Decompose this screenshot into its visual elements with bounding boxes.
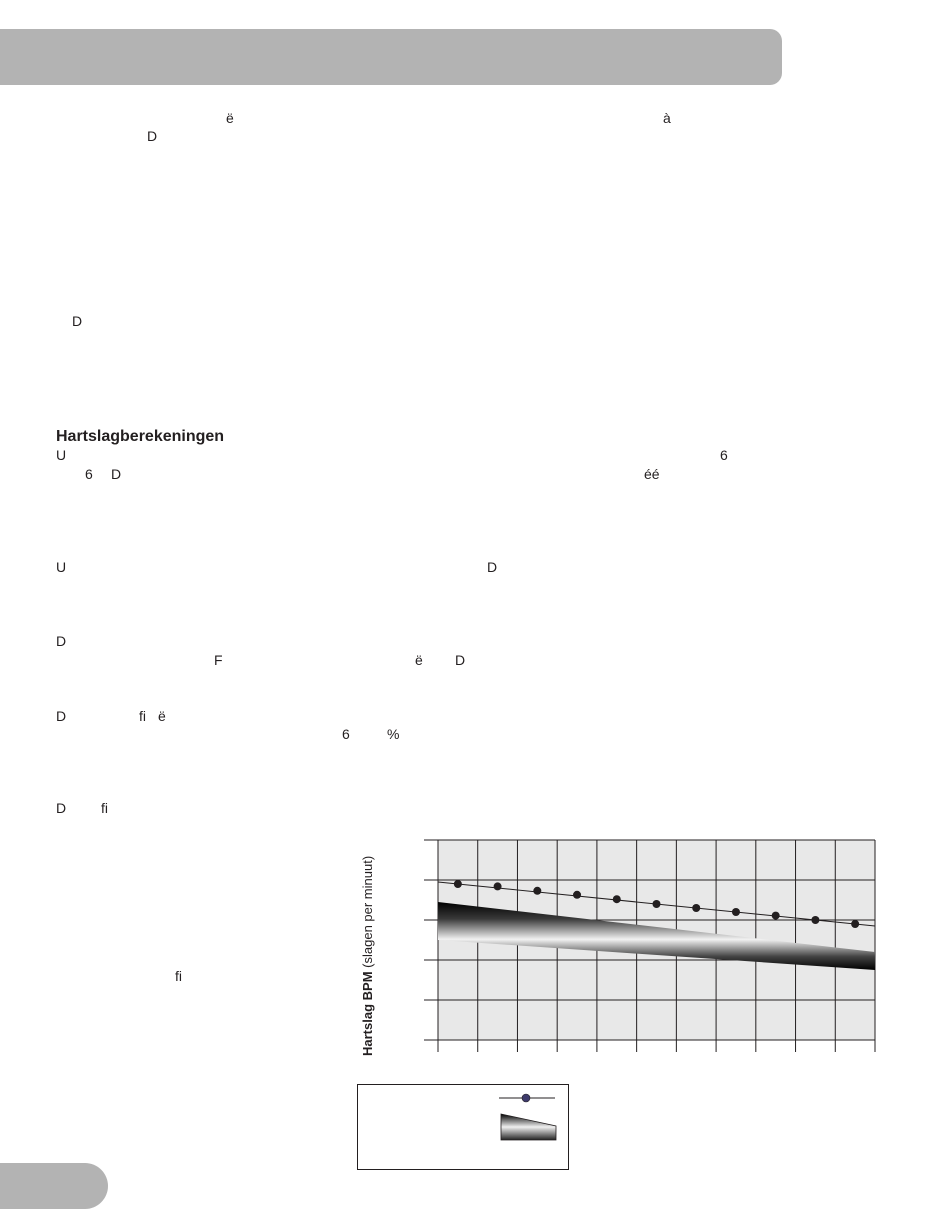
text-fragment: D [487,559,498,575]
text-fragment: ë [158,708,166,724]
chart-data-point [653,900,661,908]
legend-dot-marker [522,1094,530,1102]
chart-legend [357,1084,570,1171]
text-fragment: 6 [342,726,350,742]
text-fragment: U [56,447,67,463]
header-band [0,29,782,85]
text-fragment: 6 [720,447,728,463]
page-number-tab [0,1163,108,1209]
chart-data-point [454,880,462,888]
chart-data-point [573,891,581,899]
text-fragment: U [56,559,67,575]
chart-y-axis-label-rest: (slagen per minuut) [360,855,375,968]
text-fragment: D [56,708,67,724]
chart-y-axis-label-bold: Hartslag BPM [360,971,375,1056]
text-fragment: 6 [85,466,93,482]
chart-data-point [613,895,621,903]
heart-rate-chart [420,830,890,1065]
text-fragment: ë [415,652,423,668]
text-fragment: éé [644,466,660,482]
text-fragment: à [663,110,671,126]
chart-data-point [811,916,819,924]
chart-data-point [772,912,780,920]
chart-data-point [692,904,700,912]
text-fragment: D [455,652,466,668]
text-fragment: D [56,800,67,816]
text-fragment: ë [226,110,234,126]
text-fragment: D [111,466,122,482]
text-fragment: fi [139,708,146,724]
text-fragment: D [56,633,67,649]
text-fragment: fi [101,800,108,816]
chart-data-point [533,887,541,895]
chart-y-axis-label [360,856,376,1056]
text-fragment: % [387,726,400,742]
chart-data-point [494,882,502,890]
text-fragment: fi [175,968,182,984]
text-fragment: F [214,652,223,668]
text-fragment: D [147,128,158,144]
chart-data-point [851,920,859,928]
text-fragment: D [72,313,83,329]
section-heading: Hartslagberekeningen [56,428,225,445]
chart-data-point [732,908,740,916]
